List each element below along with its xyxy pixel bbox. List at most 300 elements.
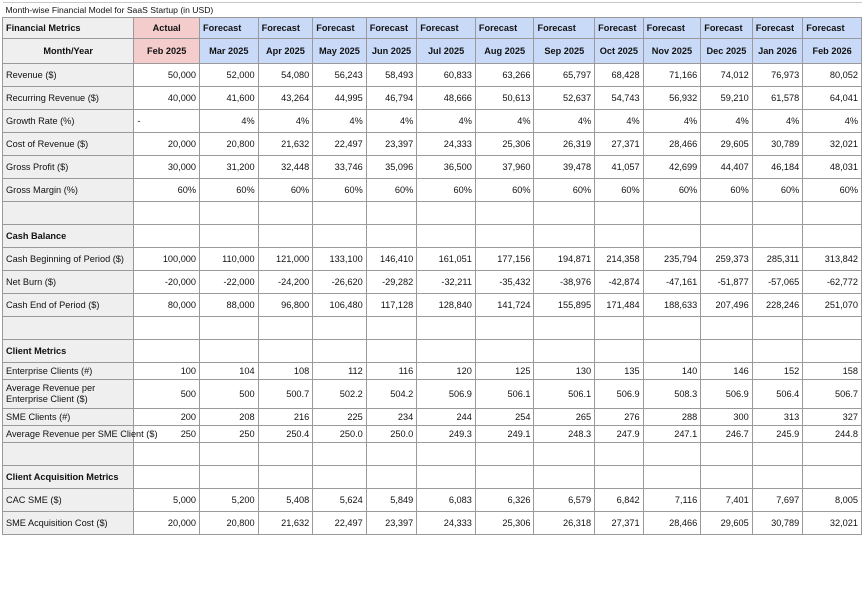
- value-cell[interactable]: 60%: [258, 179, 313, 202]
- table-cell[interactable]: [701, 317, 753, 340]
- value-cell[interactable]: 259,373: [701, 248, 753, 271]
- value-cell[interactable]: 4%: [366, 110, 417, 133]
- month-header[interactable]: Sep 2025: [534, 39, 595, 64]
- column-type-header[interactable]: Forecast: [752, 18, 803, 39]
- value-cell[interactable]: 140: [643, 363, 701, 380]
- value-cell[interactable]: 276: [595, 409, 644, 426]
- value-cell[interactable]: -29,282: [366, 271, 417, 294]
- table-cell[interactable]: [643, 466, 701, 489]
- value-cell[interactable]: 4%: [313, 110, 367, 133]
- value-cell[interactable]: 506.1: [534, 380, 595, 409]
- value-cell[interactable]: 33,746: [313, 156, 367, 179]
- value-cell[interactable]: 125: [475, 363, 534, 380]
- table-cell[interactable]: [258, 317, 313, 340]
- value-cell[interactable]: 133,100: [313, 248, 367, 271]
- table-cell[interactable]: [258, 340, 313, 363]
- value-cell[interactable]: -32,211: [417, 271, 476, 294]
- section-title[interactable]: Client Acquisition Metrics: [3, 466, 134, 489]
- column-type-header[interactable]: Forecast: [643, 18, 701, 39]
- value-cell[interactable]: 20,800: [200, 512, 259, 535]
- table-cell[interactable]: [134, 443, 200, 466]
- value-cell[interactable]: 200: [134, 409, 200, 426]
- value-cell[interactable]: 23,397: [366, 512, 417, 535]
- value-cell[interactable]: 161,051: [417, 248, 476, 271]
- table-cell[interactable]: [134, 317, 200, 340]
- table-cell[interactable]: [752, 466, 803, 489]
- value-cell[interactable]: 80,052: [803, 64, 862, 87]
- value-cell[interactable]: 56,243: [313, 64, 367, 87]
- table-cell[interactable]: [534, 225, 595, 248]
- table-cell[interactable]: [475, 202, 534, 225]
- metric-label[interactable]: SME Acquisition Cost ($): [3, 512, 134, 535]
- column-type-header[interactable]: Forecast: [475, 18, 534, 39]
- value-cell[interactable]: 158: [803, 363, 862, 380]
- value-cell[interactable]: 135: [595, 363, 644, 380]
- value-cell[interactable]: 76,973: [752, 64, 803, 87]
- value-cell[interactable]: 56,932: [643, 87, 701, 110]
- table-cell[interactable]: [534, 466, 595, 489]
- table-cell[interactable]: [134, 225, 200, 248]
- value-cell[interactable]: 152: [752, 363, 803, 380]
- value-cell[interactable]: 64,041: [803, 87, 862, 110]
- metric-label[interactable]: Cash End of Period ($): [3, 294, 134, 317]
- table-cell[interactable]: [313, 317, 367, 340]
- value-cell[interactable]: 104: [200, 363, 259, 380]
- column-type-header[interactable]: Forecast: [701, 18, 753, 39]
- value-cell[interactable]: 4%: [752, 110, 803, 133]
- value-cell[interactable]: -51,877: [701, 271, 753, 294]
- table-cell[interactable]: [803, 466, 862, 489]
- value-cell[interactable]: 112: [313, 363, 367, 380]
- table-cell[interactable]: [475, 340, 534, 363]
- value-cell[interactable]: -38,976: [534, 271, 595, 294]
- value-cell[interactable]: 502.2: [313, 380, 367, 409]
- month-header[interactable]: Apr 2025: [258, 39, 313, 64]
- value-cell[interactable]: 500.7: [258, 380, 313, 409]
- month-header[interactable]: Nov 2025: [643, 39, 701, 64]
- value-cell[interactable]: 54,080: [258, 64, 313, 87]
- value-cell[interactable]: 207,496: [701, 294, 753, 317]
- value-cell[interactable]: 29,605: [701, 512, 753, 535]
- value-cell[interactable]: -42,874: [595, 271, 644, 294]
- value-cell[interactable]: 29,605: [701, 133, 753, 156]
- table-cell[interactable]: [534, 317, 595, 340]
- value-cell[interactable]: 128,840: [417, 294, 476, 317]
- table-cell[interactable]: [643, 340, 701, 363]
- value-cell[interactable]: 60%: [595, 179, 644, 202]
- table-cell[interactable]: [701, 225, 753, 248]
- table-cell[interactable]: [595, 225, 644, 248]
- value-cell[interactable]: 4%: [417, 110, 476, 133]
- table-cell[interactable]: [417, 443, 476, 466]
- metric-label[interactable]: Gross Profit ($): [3, 156, 134, 179]
- sheet-title[interactable]: Month-wise Financial Model for SaaS Startup (in USD): [3, 3, 862, 18]
- value-cell[interactable]: 146,410: [366, 248, 417, 271]
- table-cell[interactable]: [417, 202, 476, 225]
- value-cell[interactable]: 244.8: [803, 426, 862, 443]
- table-cell[interactable]: [803, 317, 862, 340]
- column-type-header[interactable]: Forecast: [200, 18, 259, 39]
- value-cell[interactable]: 116: [366, 363, 417, 380]
- value-cell[interactable]: 54,743: [595, 87, 644, 110]
- value-cell[interactable]: 43,264: [258, 87, 313, 110]
- value-cell[interactable]: 313: [752, 409, 803, 426]
- value-cell[interactable]: 249.1: [475, 426, 534, 443]
- section-title[interactable]: Cash Balance: [3, 225, 134, 248]
- value-cell[interactable]: 4%: [200, 110, 259, 133]
- value-cell[interactable]: 23,397: [366, 133, 417, 156]
- value-cell[interactable]: 117,128: [366, 294, 417, 317]
- value-cell[interactable]: 26,318: [534, 512, 595, 535]
- value-cell[interactable]: 4%: [534, 110, 595, 133]
- value-cell[interactable]: 506.9: [417, 380, 476, 409]
- value-cell[interactable]: 60%: [475, 179, 534, 202]
- value-cell[interactable]: 60%: [752, 179, 803, 202]
- table-cell[interactable]: [643, 317, 701, 340]
- value-cell[interactable]: 225: [313, 409, 367, 426]
- table-cell[interactable]: [258, 202, 313, 225]
- value-cell[interactable]: 155,895: [534, 294, 595, 317]
- table-cell[interactable]: [313, 202, 367, 225]
- value-cell[interactable]: 4%: [258, 110, 313, 133]
- value-cell[interactable]: 7,401: [701, 489, 753, 512]
- value-cell[interactable]: 32,021: [803, 133, 862, 156]
- table-cell[interactable]: [200, 466, 259, 489]
- value-cell[interactable]: 50,000: [134, 64, 200, 87]
- table-cell[interactable]: [701, 466, 753, 489]
- table-cell[interactable]: [417, 225, 476, 248]
- value-cell[interactable]: 249.3: [417, 426, 476, 443]
- value-cell[interactable]: -26,620: [313, 271, 367, 294]
- metric-cell[interactable]: [3, 317, 134, 340]
- month-header[interactable]: Aug 2025: [475, 39, 534, 64]
- value-cell[interactable]: -24,200: [258, 271, 313, 294]
- value-cell[interactable]: 74,012: [701, 64, 753, 87]
- value-cell[interactable]: 300: [701, 409, 753, 426]
- table-cell[interactable]: [752, 443, 803, 466]
- value-cell[interactable]: -47,161: [643, 271, 701, 294]
- value-cell[interactable]: 120: [417, 363, 476, 380]
- table-cell[interactable]: [803, 225, 862, 248]
- column-type-header[interactable]: Forecast: [366, 18, 417, 39]
- metric-label[interactable]: Gross Margin (%): [3, 179, 134, 202]
- month-header[interactable]: Dec 2025: [701, 39, 753, 64]
- value-cell[interactable]: 27,371: [595, 133, 644, 156]
- value-cell[interactable]: 228,246: [752, 294, 803, 317]
- table-cell[interactable]: [752, 317, 803, 340]
- value-cell[interactable]: 216: [258, 409, 313, 426]
- value-cell[interactable]: 39,478: [534, 156, 595, 179]
- value-cell[interactable]: 36,500: [417, 156, 476, 179]
- metric-label[interactable]: CAC SME ($): [3, 489, 134, 512]
- table-cell[interactable]: [752, 225, 803, 248]
- table-cell[interactable]: [475, 466, 534, 489]
- value-cell[interactable]: 508.3: [643, 380, 701, 409]
- table-cell[interactable]: [258, 466, 313, 489]
- value-cell[interactable]: 110,000: [200, 248, 259, 271]
- table-cell[interactable]: [595, 202, 644, 225]
- column-type-header[interactable]: Forecast: [803, 18, 862, 39]
- value-cell[interactable]: 5,408: [258, 489, 313, 512]
- column-type-header[interactable]: Forecast: [313, 18, 367, 39]
- table-cell[interactable]: [417, 340, 476, 363]
- value-cell[interactable]: 4%: [701, 110, 753, 133]
- value-cell[interactable]: 25,306: [475, 512, 534, 535]
- table-cell[interactable]: [803, 202, 862, 225]
- table-cell[interactable]: [752, 340, 803, 363]
- value-cell[interactable]: 504.2: [366, 380, 417, 409]
- value-cell[interactable]: 22,497: [313, 512, 367, 535]
- table-cell[interactable]: [643, 443, 701, 466]
- value-cell[interactable]: 63,266: [475, 64, 534, 87]
- value-cell[interactable]: 6,579: [534, 489, 595, 512]
- value-cell[interactable]: 7,116: [643, 489, 701, 512]
- value-cell[interactable]: 26,319: [534, 133, 595, 156]
- value-cell[interactable]: 41,057: [595, 156, 644, 179]
- table-cell[interactable]: [417, 466, 476, 489]
- value-cell[interactable]: 40,000: [134, 87, 200, 110]
- table-cell[interactable]: [701, 202, 753, 225]
- column-type-header[interactable]: Forecast: [595, 18, 644, 39]
- value-cell[interactable]: 247.9: [595, 426, 644, 443]
- month-header[interactable]: Jan 2026: [752, 39, 803, 64]
- financial-metrics-header[interactable]: Financial Metrics: [3, 18, 134, 39]
- value-cell[interactable]: 4%: [595, 110, 644, 133]
- value-cell[interactable]: 100: [134, 363, 200, 380]
- value-cell[interactable]: 60,833: [417, 64, 476, 87]
- value-cell[interactable]: 251,070: [803, 294, 862, 317]
- value-cell[interactable]: 141,724: [475, 294, 534, 317]
- metric-label[interactable]: Revenue ($): [3, 64, 134, 87]
- value-cell[interactable]: 80,000: [134, 294, 200, 317]
- value-cell[interactable]: 48,031: [803, 156, 862, 179]
- value-cell[interactable]: 146: [701, 363, 753, 380]
- table-cell[interactable]: [595, 466, 644, 489]
- value-cell[interactable]: 21,632: [258, 133, 313, 156]
- value-cell[interactable]: 31,200: [200, 156, 259, 179]
- table-cell[interactable]: [475, 317, 534, 340]
- month-year-header[interactable]: Month/Year: [3, 39, 134, 64]
- value-cell[interactable]: 20,800: [200, 133, 259, 156]
- value-cell[interactable]: 37,960: [475, 156, 534, 179]
- month-header[interactable]: Mar 2025: [200, 39, 259, 64]
- value-cell[interactable]: 254: [475, 409, 534, 426]
- value-cell[interactable]: 60%: [803, 179, 862, 202]
- value-cell[interactable]: 250.0: [366, 426, 417, 443]
- value-cell[interactable]: 188,633: [643, 294, 701, 317]
- table-cell[interactable]: [803, 340, 862, 363]
- table-cell[interactable]: [534, 443, 595, 466]
- metric-cell[interactable]: [3, 202, 134, 225]
- table-cell[interactable]: [258, 225, 313, 248]
- value-cell[interactable]: 20,000: [134, 133, 200, 156]
- value-cell[interactable]: 130: [534, 363, 595, 380]
- value-cell[interactable]: 288: [643, 409, 701, 426]
- value-cell[interactable]: 250.0: [313, 426, 367, 443]
- value-cell[interactable]: 171,484: [595, 294, 644, 317]
- table-cell[interactable]: [313, 466, 367, 489]
- column-type-header[interactable]: Actual: [134, 18, 200, 39]
- metric-label[interactable]: Average Revenue per SME Client ($): [3, 426, 134, 443]
- value-cell[interactable]: 96,800: [258, 294, 313, 317]
- value-cell[interactable]: 194,871: [534, 248, 595, 271]
- value-cell[interactable]: 50,613: [475, 87, 534, 110]
- table-cell[interactable]: [475, 225, 534, 248]
- value-cell[interactable]: 250: [134, 426, 200, 443]
- value-cell[interactable]: 68,428: [595, 64, 644, 87]
- value-cell[interactable]: 4%: [803, 110, 862, 133]
- value-cell[interactable]: 60%: [366, 179, 417, 202]
- value-cell[interactable]: 5,849: [366, 489, 417, 512]
- value-cell[interactable]: 214,358: [595, 248, 644, 271]
- table-cell[interactable]: [701, 340, 753, 363]
- value-cell[interactable]: -20,000: [134, 271, 200, 294]
- value-cell[interactable]: 52,000: [200, 64, 259, 87]
- value-cell[interactable]: 44,407: [701, 156, 753, 179]
- value-cell[interactable]: -35,432: [475, 271, 534, 294]
- table-cell[interactable]: [417, 317, 476, 340]
- value-cell[interactable]: 65,797: [534, 64, 595, 87]
- value-cell[interactable]: 32,448: [258, 156, 313, 179]
- value-cell[interactable]: 35,096: [366, 156, 417, 179]
- table-cell[interactable]: [313, 340, 367, 363]
- value-cell[interactable]: 5,200: [200, 489, 259, 512]
- value-cell[interactable]: 58,493: [366, 64, 417, 87]
- value-cell[interactable]: 208: [200, 409, 259, 426]
- value-cell[interactable]: 60%: [534, 179, 595, 202]
- value-cell[interactable]: 6,326: [475, 489, 534, 512]
- value-cell[interactable]: 313,842: [803, 248, 862, 271]
- table-cell[interactable]: [134, 340, 200, 363]
- value-cell[interactable]: 20,000: [134, 512, 200, 535]
- table-cell[interactable]: [366, 443, 417, 466]
- value-cell[interactable]: 247.1: [643, 426, 701, 443]
- value-cell[interactable]: 60%: [417, 179, 476, 202]
- table-cell[interactable]: [134, 202, 200, 225]
- value-cell[interactable]: -22,000: [200, 271, 259, 294]
- value-cell[interactable]: 4%: [643, 110, 701, 133]
- value-cell[interactable]: 22,497: [313, 133, 367, 156]
- value-cell[interactable]: 246.7: [701, 426, 753, 443]
- value-cell[interactable]: 235,794: [643, 248, 701, 271]
- value-cell[interactable]: 24,333: [417, 133, 476, 156]
- value-cell[interactable]: 250.4: [258, 426, 313, 443]
- value-cell[interactable]: 6,083: [417, 489, 476, 512]
- value-cell[interactable]: 506.7: [803, 380, 862, 409]
- table-cell[interactable]: [595, 340, 644, 363]
- metric-cell[interactable]: [3, 443, 134, 466]
- value-cell[interactable]: 42,699: [643, 156, 701, 179]
- month-header[interactable]: Oct 2025: [595, 39, 644, 64]
- value-cell[interactable]: 108: [258, 363, 313, 380]
- metric-label[interactable]: Net Burn ($): [3, 271, 134, 294]
- table-cell[interactable]: [366, 317, 417, 340]
- metric-label[interactable]: Enterprise Clients (#): [3, 363, 134, 380]
- table-cell[interactable]: [643, 202, 701, 225]
- value-cell[interactable]: 30,789: [752, 512, 803, 535]
- table-cell[interactable]: [258, 443, 313, 466]
- table-cell[interactable]: [595, 317, 644, 340]
- value-cell[interactable]: 177,156: [475, 248, 534, 271]
- section-title[interactable]: Client Metrics: [3, 340, 134, 363]
- table-cell[interactable]: [366, 202, 417, 225]
- value-cell[interactable]: 7,697: [752, 489, 803, 512]
- value-cell[interactable]: 248.3: [534, 426, 595, 443]
- value-cell[interactable]: 100,000: [134, 248, 200, 271]
- value-cell[interactable]: 46,184: [752, 156, 803, 179]
- value-cell[interactable]: 4%: [475, 110, 534, 133]
- table-cell[interactable]: [803, 443, 862, 466]
- value-cell[interactable]: 60%: [313, 179, 367, 202]
- value-cell[interactable]: 27,371: [595, 512, 644, 535]
- value-cell[interactable]: -: [134, 110, 200, 133]
- table-cell[interactable]: [534, 202, 595, 225]
- value-cell[interactable]: 24,333: [417, 512, 476, 535]
- value-cell[interactable]: 500: [134, 380, 200, 409]
- value-cell[interactable]: 234: [366, 409, 417, 426]
- month-header[interactable]: Feb 2025: [134, 39, 200, 64]
- table-cell[interactable]: [200, 225, 259, 248]
- metric-label[interactable]: Cash Beginning of Period ($): [3, 248, 134, 271]
- metric-label[interactable]: Average Revenue per Enterprise Client ($): [3, 380, 134, 409]
- value-cell[interactable]: 59,210: [701, 87, 753, 110]
- table-cell[interactable]: [475, 443, 534, 466]
- value-cell[interactable]: -57,065: [752, 271, 803, 294]
- table-cell[interactable]: [595, 443, 644, 466]
- value-cell[interactable]: 506.1: [475, 380, 534, 409]
- metric-label[interactable]: SME Clients (#): [3, 409, 134, 426]
- month-header[interactable]: Jun 2025: [366, 39, 417, 64]
- value-cell[interactable]: 30,000: [134, 156, 200, 179]
- value-cell[interactable]: 5,000: [134, 489, 200, 512]
- value-cell[interactable]: 245.9: [752, 426, 803, 443]
- value-cell[interactable]: 6,842: [595, 489, 644, 512]
- column-type-header[interactable]: Forecast: [417, 18, 476, 39]
- metric-label[interactable]: Recurring Revenue ($): [3, 87, 134, 110]
- table-cell[interactable]: [200, 340, 259, 363]
- value-cell[interactable]: 32,021: [803, 512, 862, 535]
- value-cell[interactable]: 121,000: [258, 248, 313, 271]
- table-cell[interactable]: [366, 340, 417, 363]
- value-cell[interactable]: -62,772: [803, 271, 862, 294]
- value-cell[interactable]: 28,466: [643, 133, 701, 156]
- value-cell[interactable]: 61,578: [752, 87, 803, 110]
- value-cell[interactable]: 506.4: [752, 380, 803, 409]
- table-cell[interactable]: [366, 225, 417, 248]
- column-type-header[interactable]: Forecast: [258, 18, 313, 39]
- table-cell[interactable]: [313, 225, 367, 248]
- value-cell[interactable]: 285,311: [752, 248, 803, 271]
- value-cell[interactable]: 48,666: [417, 87, 476, 110]
- table-cell[interactable]: [534, 340, 595, 363]
- value-cell[interactable]: 44,995: [313, 87, 367, 110]
- table-cell[interactable]: [200, 317, 259, 340]
- month-header[interactable]: Feb 2026: [803, 39, 862, 64]
- value-cell[interactable]: 506.9: [595, 380, 644, 409]
- table-cell[interactable]: [366, 466, 417, 489]
- value-cell[interactable]: 506.9: [701, 380, 753, 409]
- value-cell[interactable]: 250: [200, 426, 259, 443]
- value-cell[interactable]: 8,005: [803, 489, 862, 512]
- value-cell[interactable]: 30,789: [752, 133, 803, 156]
- value-cell[interactable]: 60%: [134, 179, 200, 202]
- table-cell[interactable]: [701, 443, 753, 466]
- month-header[interactable]: Jul 2025: [417, 39, 476, 64]
- value-cell[interactable]: 5,624: [313, 489, 367, 512]
- table-cell[interactable]: [752, 202, 803, 225]
- value-cell[interactable]: 106,480: [313, 294, 367, 317]
- table-cell[interactable]: [200, 443, 259, 466]
